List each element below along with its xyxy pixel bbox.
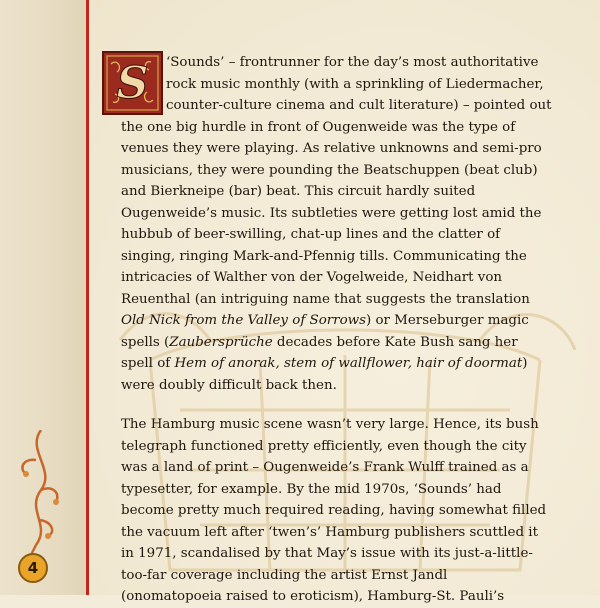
text-line: rock music monthly (with a sprinkling of Liedermacher,: [166, 76, 544, 92]
italic-title: Zaubersprüche: [169, 334, 273, 350]
text-line: (onomatopoeia raised to eroticism), Hamburg-St. Pauli’s: [121, 589, 505, 604]
text-line: venues they were playing. As relative unknowns and semi-pro: [121, 141, 542, 156]
text-fragment: ): [522, 356, 528, 371]
italic-title: Hem of anorak, stem of wallflower, hair of doormat: [174, 356, 523, 371]
body-text: [121, 52, 552, 608]
text-line: and Bierkneipe (bar) beat. This circuit hardly suited: [121, 184, 476, 199]
text-line: The Hamburg music scene wasn’t very large. Hence, its bush: [121, 417, 539, 432]
text-fragment: spell of: [121, 356, 175, 371]
text-fragment: decades before Kate Bush sang her: [272, 334, 518, 350]
text-line: [121, 310, 531, 332]
text-line: intricacies of Walther von der Vogelweide, Neidhart von: [121, 270, 503, 285]
text-fragment: ) or Merseburger magic: [365, 313, 529, 328]
text-line: ‘Sounds’ – frontrunner for the day’s most authoritative: [166, 55, 539, 70]
text-line: hubbub of beer-swilling, chat-up lines and the clatter of: [121, 227, 501, 242]
text-line: was a land of print – Ougenweide’s Frank Wulff trained as a: [121, 460, 529, 475]
text-line: [121, 332, 531, 354]
text-line: in 1971, scandalised by that May’s issue with its just-a-little-: [121, 546, 533, 561]
text-line: the one big hurdle in front of Ougenweide was the type of: [121, 119, 516, 135]
text-line: Reuenthal (an intriguing name that suggests the translation: [121, 291, 530, 307]
paragraph-2: [121, 414, 547, 608]
italic-title: Old Nick from the Valley of Sorrows: [121, 313, 366, 328]
dropcap-letter: S: [116, 58, 149, 109]
paragraph-1: [121, 52, 552, 396]
text-line: were doubly difficult back then.: [121, 377, 337, 393]
text-line: too-far coverage including the artist Ernst Jandl: [121, 567, 448, 583]
page-number: 4: [18, 553, 48, 583]
text-line: become pretty much required reading, having somewhat filled: [121, 503, 547, 518]
text-fragment: spells (: [121, 334, 170, 350]
text-line: counter-culture cinema and cult literature) – pointed out: [166, 98, 552, 113]
text-line: [121, 353, 531, 375]
text-line: singing, ringing Mark-and-Pfennig tills. Communicating the: [121, 248, 527, 264]
text-line: the vacuum left after ‘twen’s’ Hamburg publishers scuttled it: [121, 524, 538, 540]
text-line: telegraph functioned pretty efficiently, even though the city: [121, 438, 527, 454]
text-line: Ougenweide’s music. Its subtleties were getting lost amid the: [121, 205, 542, 221]
text-line: musicians, they were pounding the Beatschuppen (beat club): [121, 162, 538, 178]
text-line: typesetter, for example. By the mid 1970s, ‘Sounds’ had: [121, 481, 502, 497]
